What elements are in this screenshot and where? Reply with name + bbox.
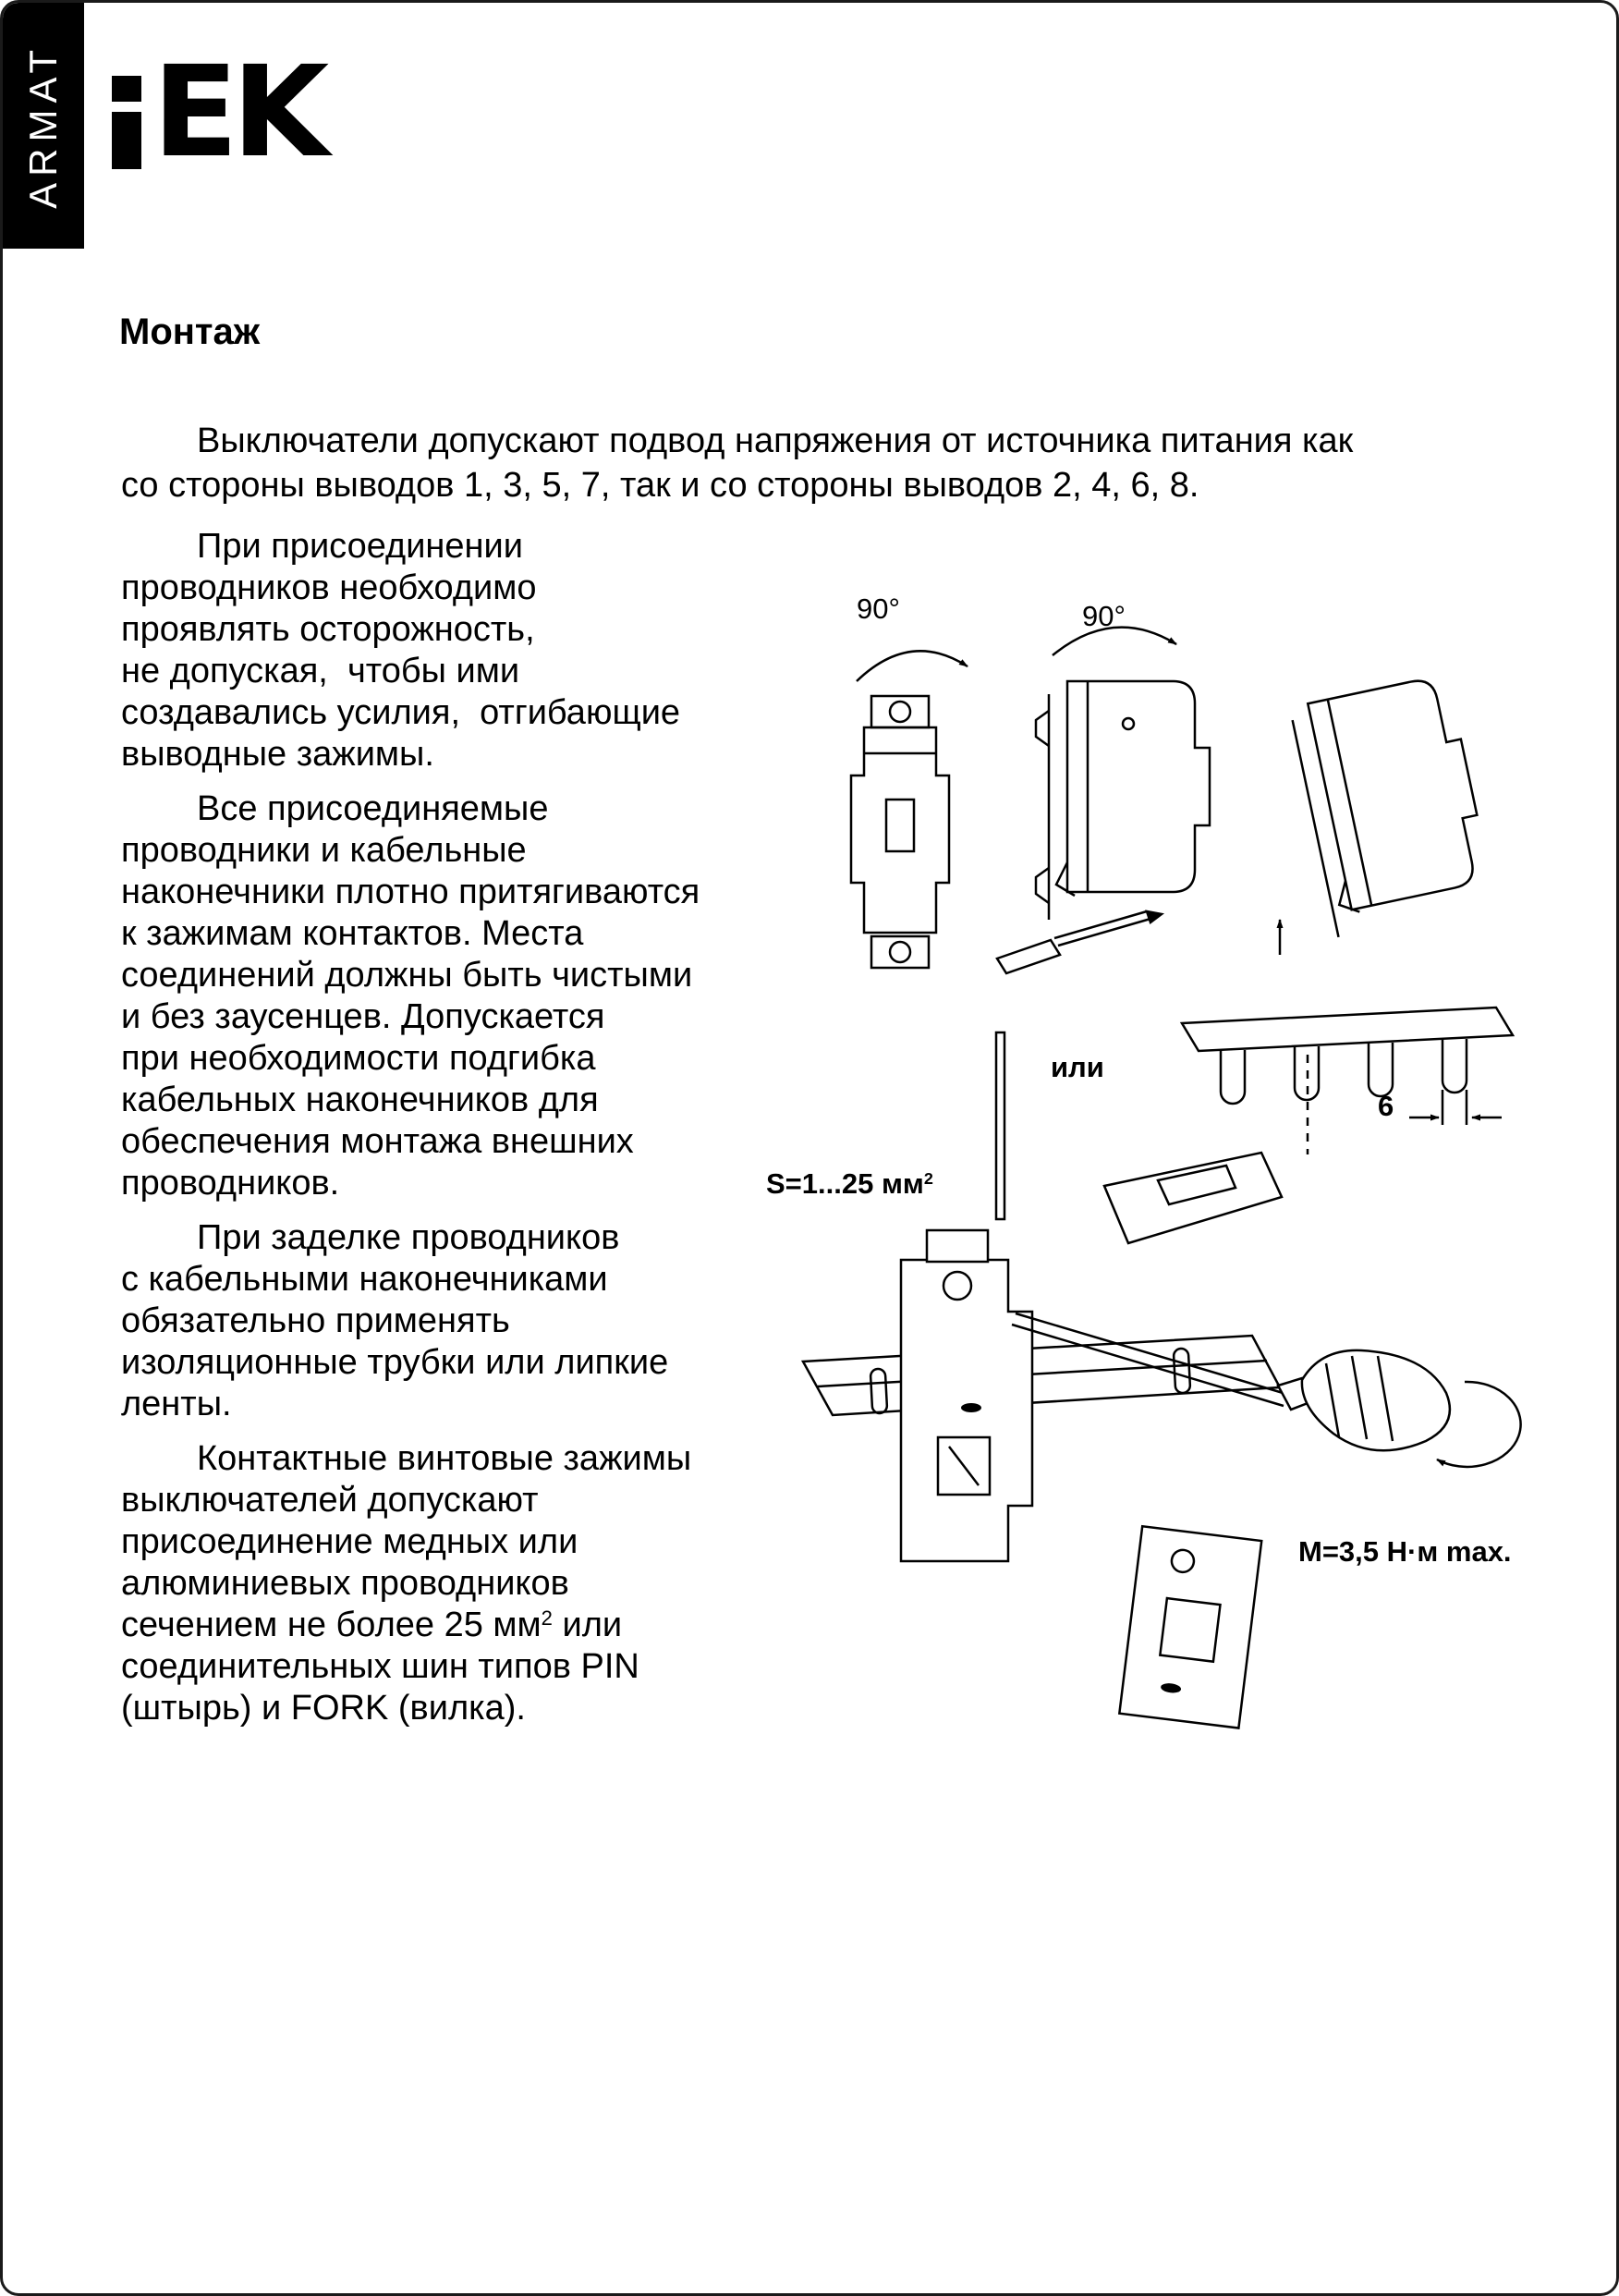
text-line: [121, 1605, 779, 1646]
text-line: ленты.: [121, 1385, 232, 1423]
body-text-column: [121, 526, 779, 1742]
paragraph-insulation: [121, 1217, 779, 1425]
text-line: При заделке проводников: [197, 1218, 620, 1257]
rotation-angle-label-right: 90°: [1082, 600, 1126, 632]
text-line: присоединение медных или: [121, 1522, 578, 1561]
paragraph-tightening: [121, 788, 779, 1204]
text-line: Выключатели допускают подвод напряжения от источника питания как: [197, 421, 1354, 460]
text-line: не допуская, чтобы ими: [121, 652, 520, 690]
text-line: к зажимам контактов. Места: [121, 914, 584, 953]
logo-i-glyph: [112, 56, 141, 169]
series-label: ARMAT: [21, 43, 65, 209]
installation-figures: [761, 557, 1574, 1777]
paragraph-intro: [121, 419, 1353, 507]
din-rail-and-breaker: [803, 1230, 1521, 1728]
text-line: при необходимости подгибка: [121, 1039, 596, 1078]
logo-i-dot: [112, 76, 141, 102]
logo-ek-letters: EK: [152, 39, 323, 186]
text-line: проявлять осторожность,: [121, 610, 535, 649]
text-line: проводники и кабельные: [121, 831, 527, 870]
text-line: (штырь) и FORK (вилка).: [121, 1689, 526, 1728]
text-line: с кабельными наконечниками: [121, 1260, 608, 1299]
text-line: При присоединении: [197, 527, 523, 566]
text-line: обеспечения монтажа внешних: [121, 1122, 634, 1161]
text-line: проводников.: [121, 1164, 340, 1203]
text-line: изоляционные трубки или липкие: [121, 1343, 669, 1382]
text-line: обязательно применять: [121, 1301, 510, 1340]
paragraph-caution: [121, 526, 779, 776]
dimension-label: 6: [1378, 1090, 1394, 1122]
or-label: или: [1051, 1051, 1104, 1083]
text-line: выключателей допускают: [121, 1481, 539, 1520]
text-line: соединительных шин типов PIN: [121, 1647, 639, 1686]
text-line: выводные зажимы.: [121, 735, 434, 774]
text-line: Контактные винтовые зажимы: [197, 1439, 692, 1478]
text-segment: сечением не более 25 мм: [121, 1606, 542, 1644]
superscript: 2: [541, 1606, 553, 1630]
fork-terminal: [1104, 1153, 1282, 1243]
breaker-side-view-tilted: [1290, 674, 1496, 937]
text-segment: или: [552, 1606, 623, 1644]
text-line: проводников необходимо: [121, 568, 537, 607]
pin-and-busbar: [996, 1008, 1513, 1219]
breaker-front-view: [851, 651, 968, 968]
paragraph-terminals: [121, 1438, 779, 1729]
text-line: со стороны выводов 1, 3, 5, 7, так и со стороны выводов 2, 4, 6, 8.: [121, 466, 1199, 505]
superscript: 2: [923, 1169, 933, 1189]
text-line: и без заусенцев. Допускается: [121, 997, 605, 1036]
torque-label: M=3,5 Н·м max.: [1298, 1535, 1512, 1568]
text-segment: S=1...25 мм: [766, 1167, 924, 1200]
cross-section-label: [766, 1167, 933, 1201]
section-heading: Монтаж: [119, 311, 261, 352]
breaker-side-view-mounting: [997, 628, 1210, 973]
text-line: алюминиевых проводников: [121, 1564, 569, 1603]
text-line: соединений должны быть чистыми: [121, 956, 693, 995]
text-line: кабельных наконечников для: [121, 1081, 599, 1119]
rotation-angle-label-left: 90°: [857, 592, 900, 625]
iek-logo: [112, 39, 323, 186]
text-line: Все присоединяемые: [197, 789, 549, 828]
text-line: наконечники плотно притягиваются: [121, 873, 700, 911]
series-sidebar: [3, 3, 84, 249]
text-line: создавались усилия, отгибающие: [121, 693, 681, 732]
logo-i-stem: [112, 112, 141, 169]
